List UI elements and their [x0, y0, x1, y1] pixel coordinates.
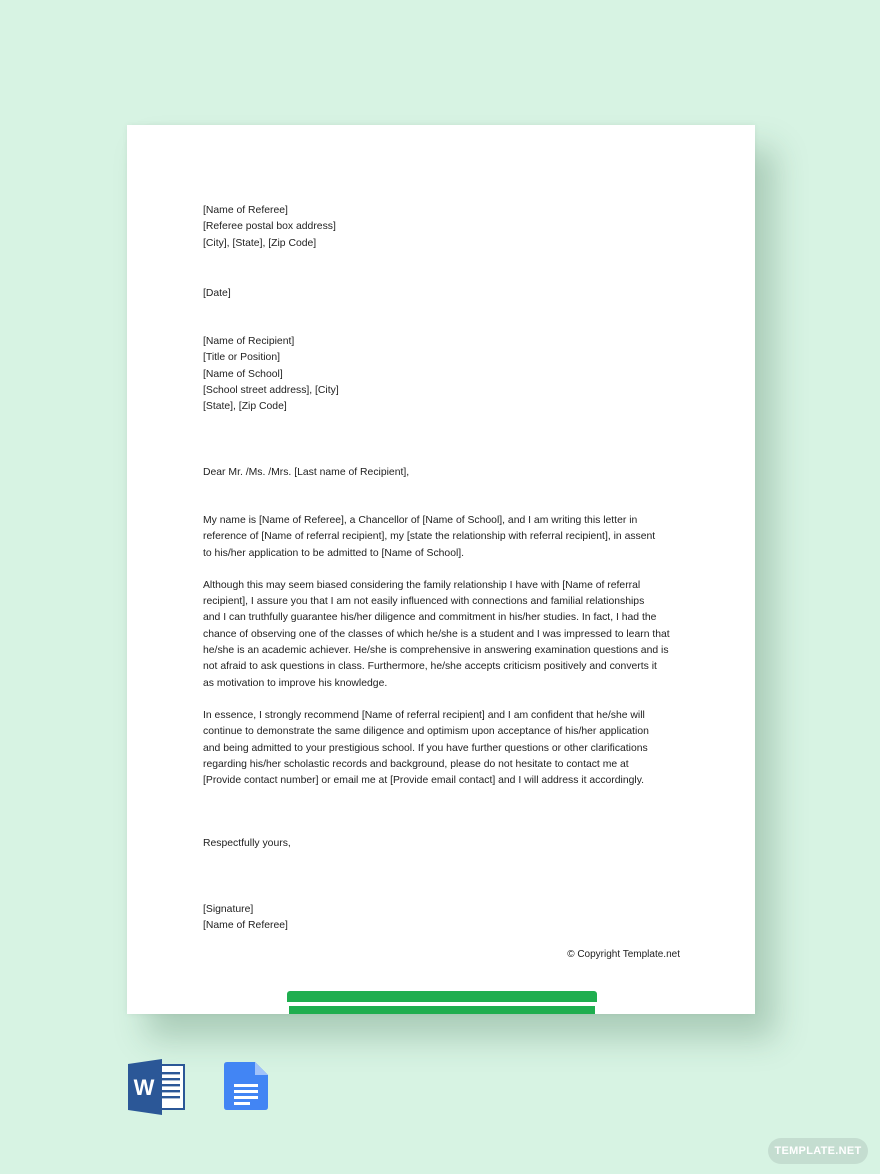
- download-bar-bottom[interactable]: [289, 1006, 595, 1014]
- paragraph-line: continue to demonstrate the same diligence and optimism upon acceptance of his/her application: [203, 726, 649, 738]
- recipient-title: [Title or Position]: [203, 352, 280, 364]
- paragraph-line: and I can truthfully guarantee his/her diligence and commitment in his/her studies. In fact, I had the: [203, 612, 657, 624]
- date-block: [203, 286, 681, 302]
- salutation-text: Dear Mr. /Ms. /Mrs. [Last name of Recipient],: [203, 466, 410, 478]
- paragraph-1: [203, 513, 681, 562]
- closing: [203, 836, 681, 852]
- paragraph-line: [Provide contact number] or email me at [Provide email contact] and I will address it accordingly.: [203, 775, 645, 787]
- copyright-notice: © Copyright Template.net: [567, 949, 680, 960]
- paragraph-line: reference of [Name of referral recipient], my [state the relationship with referral recipient], in assent: [203, 531, 656, 543]
- sender-city-line: [City], [State], [Zip Code]: [203, 237, 317, 249]
- letter-page: [127, 125, 755, 1014]
- paragraph-line: My name is [Name of Referee], a Chancellor of [Name of School], and I am writing this letter in: [203, 514, 638, 526]
- paragraph-line: he/she is an academic achiever. He/she is comprehensive in answering examination questions and is: [203, 645, 669, 657]
- paragraph-line: regarding his/her scholastic records and background, please do not hesitate to contact me at: [203, 758, 629, 770]
- sender-address-block: [203, 203, 681, 252]
- recipient-street: [School street address], [City]: [203, 385, 339, 397]
- recipient-name: [Name of Recipient]: [203, 336, 295, 348]
- recipient-state-line: [State], [Zip Code]: [203, 401, 287, 413]
- download-bar-top[interactable]: [287, 991, 597, 1002]
- sender-address: [Referee postal box address]: [203, 221, 336, 233]
- paragraph-line: chance of observing one of the classes of which he/she is a student and I was impressed to learn that: [203, 628, 670, 640]
- paragraph-line: In essence, I strongly recommend [Name of referral recipient] and I am confident that he/she will: [203, 709, 645, 721]
- paragraph-3: [203, 708, 681, 789]
- signature-block: [203, 902, 681, 935]
- recipient-school: [Name of School]: [203, 368, 283, 380]
- word-icon[interactable]: [128, 1059, 186, 1115]
- salutation: [203, 465, 681, 481]
- signer-name: [Name of Referee]: [203, 920, 288, 932]
- paragraph-line: and being admitted to your prestigious school. If you have further questions or other clarifications: [203, 742, 648, 754]
- paragraph-line: as motivation to improve his knowledge.: [203, 677, 388, 689]
- signature-placeholder: [Signature]: [203, 903, 254, 915]
- paragraph-line: Although this may seem biased considering the family relationship I have with [Name of referral: [203, 579, 641, 591]
- letter-date: [Date]: [203, 287, 231, 299]
- google-docs-icon[interactable]: [224, 1062, 268, 1110]
- paragraph-line: recipient], I assure you that I am not easily influenced with connections and familial relationships: [203, 596, 645, 608]
- paragraph-2: [203, 578, 681, 692]
- letter-body: [203, 203, 681, 934]
- sender-name: [Name of Referee]: [203, 205, 288, 216]
- closing-text: Respectfully yours,: [203, 838, 291, 850]
- paragraph-line: not afraid to ask questions in class. Furthermore, he/she accepts criticism positively and converts it: [203, 661, 657, 673]
- paragraph-line: to his/her application to be admitted to [Name of School].: [203, 547, 465, 559]
- recipient-address-block: [203, 334, 681, 415]
- template-net-badge[interactable]: TEMPLATE.NET: [768, 1138, 868, 1164]
- word-icon-letter: W: [133, 1075, 155, 1100]
